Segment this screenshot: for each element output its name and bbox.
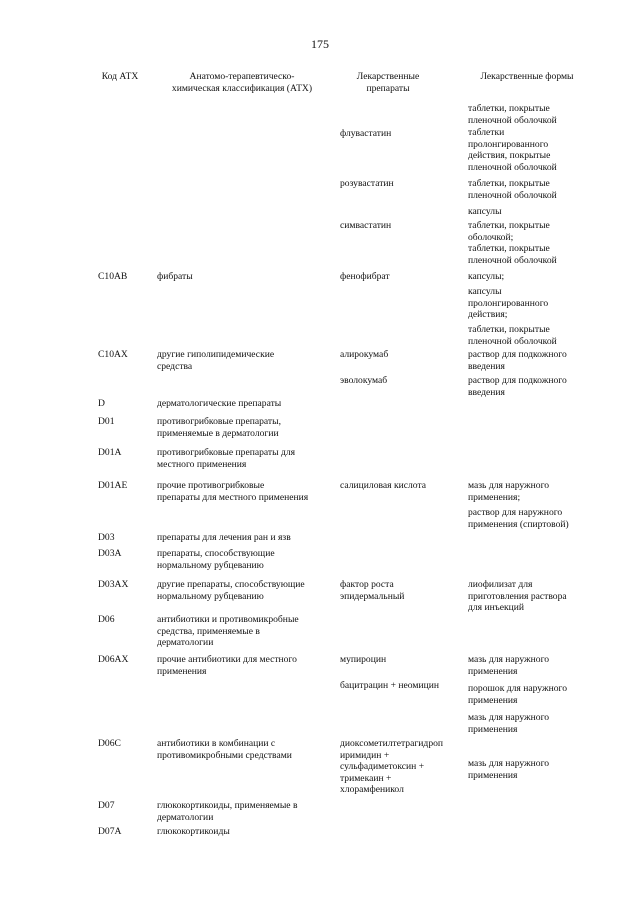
atc-code: C10AB	[98, 271, 128, 282]
dosage-form: раствор для подкожного введения	[468, 375, 567, 398]
dosage-form: капсулы пролонгированного действия;	[468, 286, 549, 321]
atc-code: D06	[98, 614, 115, 625]
atc-classification: препараты, способствующие нормальному рубцеванию	[157, 548, 275, 571]
atc-classification: другие гиполипидемические средства	[157, 349, 275, 372]
atc-classification: другие препараты, способствующие нормальному рубцеванию	[157, 579, 305, 602]
drug-name: эволокумаб	[340, 375, 388, 386]
atc-classification: глюкокортикоиды, применяемые в дерматологии	[157, 800, 298, 823]
dosage-form: таблетки пролонгированного действия, покрытые пленочной оболочкой	[468, 127, 557, 173]
header-code: Код АТХ	[101, 71, 139, 82]
dosage-form: лиофилизат для приготовления раствора для инъекций	[468, 579, 567, 614]
dosage-form: капсулы;	[468, 271, 505, 282]
dosage-form: таблетки, покрытые пленочной оболочкой	[468, 103, 557, 126]
drug-name: розувастатин	[340, 178, 394, 189]
dosage-form: мазь для наружного применения	[468, 758, 550, 781]
dosage-form: порошок для наружного применения	[468, 683, 568, 706]
drug-name: фенофибрат	[340, 271, 390, 282]
atc-classification: антибиотики и противомикробные средства, применяемые в дерматологии	[157, 614, 299, 649]
drug-name: мупироцин	[340, 654, 387, 665]
atc-code: D06AX	[98, 654, 129, 665]
drug-name: бацитрацин + неомицин	[340, 680, 439, 691]
atc-code: D06C	[98, 738, 121, 749]
atc-code: D03	[98, 532, 115, 543]
dosage-form: мазь для наружного применения	[468, 712, 550, 735]
header-forms: Лекарственные формы	[480, 71, 574, 82]
atc-classification: антибиотики в комбинации с противомикробными средствами	[157, 738, 292, 761]
dosage-form: капсулы	[468, 206, 502, 217]
drug-name: салициловая кислота	[340, 480, 427, 491]
atc-code: D01	[98, 416, 115, 427]
atc-classification: дерматологические препараты	[157, 398, 282, 409]
atc-code: D	[98, 398, 105, 409]
drug-name: алирокумаб	[340, 349, 389, 360]
atc-code: D03AX	[98, 579, 129, 590]
atc-code: D01AE	[98, 480, 128, 491]
atc-classification: противогрибковые препараты для местного применения	[157, 447, 296, 470]
dosage-form: таблетки, покрытые пленочной оболочкой	[468, 324, 557, 347]
drug-name: флувастатин	[340, 128, 392, 139]
dosage-form: таблетки, покрытые пленочной оболочкой	[468, 178, 557, 201]
page-number: 175	[311, 37, 329, 51]
atc-code: D07	[98, 800, 115, 811]
header-drugs: Лекарственные препараты	[356, 71, 420, 94]
dosage-form: мазь для наружного применения;	[468, 480, 550, 503]
atc-classification: препараты для лечения ран и язв	[157, 532, 291, 543]
dosage-form: раствор для подкожного введения	[468, 349, 567, 372]
header-classification: Анатомо-терапевтическо- химическая классификация (АТХ)	[171, 71, 313, 94]
drug-name: фактор роста эпидермальный	[340, 579, 405, 602]
atc-classification: прочие антибиотики для местного применения	[157, 654, 297, 677]
dosage-form: мазь для наружного применения	[468, 654, 550, 677]
dosage-form: таблетки, покрытые оболочкой; таблетки, покрытые пленочной оболочкой	[468, 220, 557, 266]
drug-name: диоксометилтетрагидроп иримидин + сульфадиметоксин + тримекаин + хлорамфеникол	[340, 738, 444, 796]
atc-classification: прочие противогрибковые препараты для местного применения	[157, 480, 309, 503]
atc-classification: фибраты	[157, 271, 193, 282]
atc-classification: противогрибковые препараты, применяемые в дерматологии	[157, 416, 281, 439]
atc-code: D07A	[98, 826, 122, 837]
atc-classification: глюкокортикоиды	[157, 826, 230, 837]
atc-code: D01A	[98, 447, 122, 458]
atc-code: C10AX	[98, 349, 128, 360]
atc-code: D03A	[98, 548, 122, 559]
drug-name: симвастатин	[340, 220, 392, 231]
dosage-form: раствор для наружного применения (спиртовой)	[468, 507, 569, 530]
